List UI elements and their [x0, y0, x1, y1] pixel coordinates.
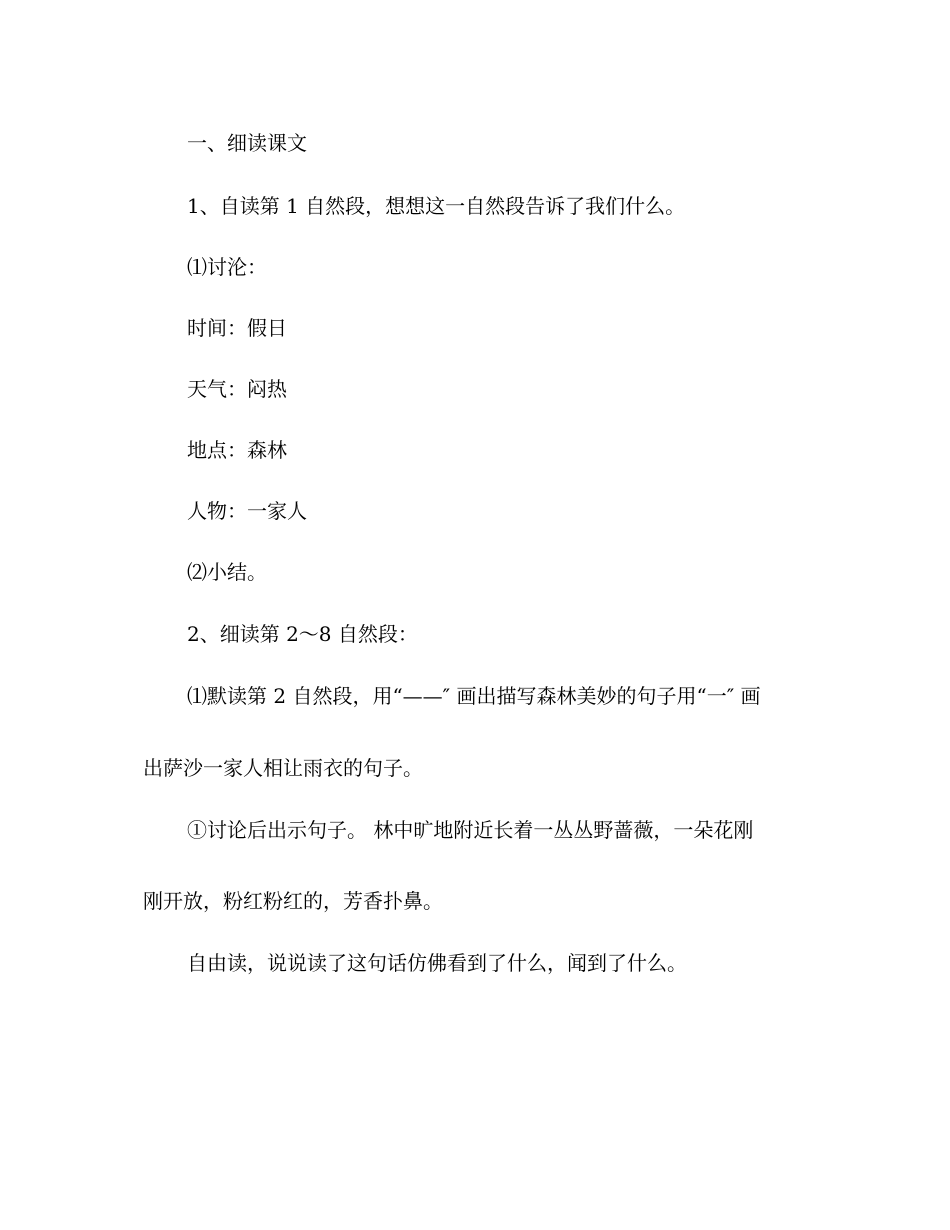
paragraph-line: 地点：森林	[187, 438, 287, 462]
paragraph-line: 人物：一家人	[187, 499, 307, 523]
paragraph-line: 1、自读第 1 自然段，想想这一自然段告诉了我们什么。	[187, 194, 686, 218]
paragraph-line: 2、细读第 2～8 自然段：	[187, 622, 418, 646]
paragraph-line: 出萨沙一家人相让雨衣的句子。	[143, 756, 423, 780]
paragraph-line: 时间：假日	[187, 316, 287, 340]
paragraph-line: ⑴默读第 2 自然段，用“——″ 画出描写森林美妙的句子用“一″ 画	[187, 684, 761, 708]
paragraph-line: 天气：闷热	[187, 377, 287, 401]
paragraph-line: ⑴讨沦：	[187, 255, 267, 279]
paragraph-line: ⑵小结。	[187, 560, 267, 584]
paragraph-line: 自由读，说说读了这句话仿佛看到了什么，闻到了什么。	[187, 951, 687, 975]
paragraph-line: ①讨论后出示句子。 林中旷地附近长着一丛丛野蔷薇，一朵花刚	[187, 818, 754, 842]
paragraph-line: 刚开放，粉红粉红的，芳香扑鼻。	[143, 889, 443, 913]
section-heading: 一、细读课文	[187, 131, 307, 155]
